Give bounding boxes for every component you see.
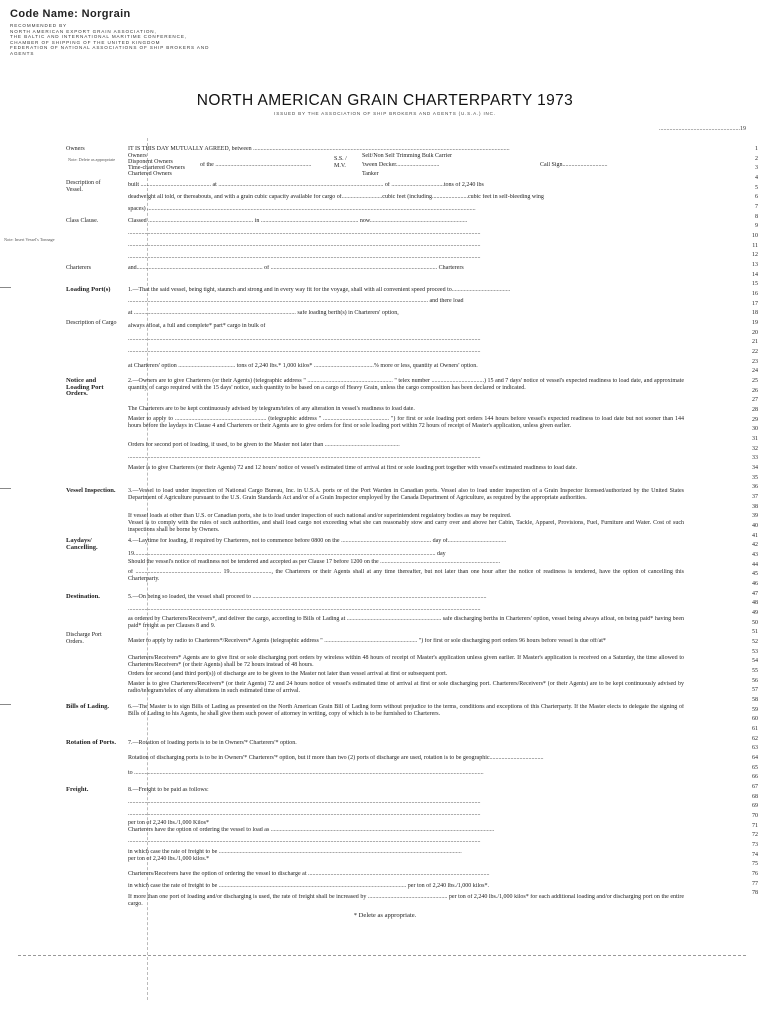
text-paragraph: Charterers/Receivers* Agents are to give first or sole discharging port orders by wireless within 48 hours of receipt of Master's application unless given earlier. If Master's application is received on a Saturday, the time allowed to Charterers/Receivers* (or their Agents) shall be 72 hours instead of 48 hours. <box>128 655 684 668</box>
line-number: 27 <box>752 397 758 404</box>
recommended-line: RECOMMENDED BY <box>10 23 68 28</box>
line-number: 11 <box>752 242 758 249</box>
header-block <box>10 8 310 56</box>
line-number: 5 <box>755 184 758 191</box>
label-freight: Freight. <box>66 786 89 793</box>
label-discharge-orders: Discharge Port Orders. <box>66 632 102 645</box>
line-number: 44 <box>752 561 758 568</box>
line-number: 67 <box>752 784 758 790</box>
text-paragraph: If more than one port of loading and/or discharging is used, the rate of freight shall be increased by ..................................................... per ton of 2,240 lbs./1,000 kilos* for each additional loading and/or discharging port on the entire cargo. <box>128 894 684 907</box>
line-number: 75 <box>752 861 758 868</box>
line-number: 61 <box>752 726 758 732</box>
text-paragraph: Vessel is to comply with the rules of such authorities, and shall load cargo not exceeding what she can reasonably stow and carry over and above her Cabin, Tackle, Apparel, Provisions, Fuel, Furniture and Water. Cost of such inspections shall be borne by Owners. <box>128 520 684 533</box>
text-line: Charterers/Receivers have the option of ordering the vessel to discharge at ......................................................................................................................... <box>128 871 490 877</box>
edge-mark <box>0 488 11 489</box>
label-vessel-inspection: Vessel Inspection. <box>66 487 116 494</box>
page-bottom-rule <box>18 955 746 956</box>
line-number: 26 <box>752 387 758 394</box>
line-number: 28 <box>752 407 758 413</box>
label-loading-ports: Loading Port(s) <box>66 286 111 293</box>
code-name: Code Name: Norgrain <box>10 8 131 20</box>
recommended-line: NORTH AMERICAN EXPORT GRAIN ASSOCIATION, <box>10 28 157 34</box>
text-line: ........................................................................................................................................................................................................................................... <box>128 336 481 342</box>
line-number: 14 <box>752 271 758 278</box>
line-number: 38 <box>752 503 758 510</box>
text-line: spaces) ........................................................................................................................................................................................................................... <box>128 206 476 212</box>
line-number: 6 <box>755 194 758 201</box>
line-number: 76 <box>752 871 758 877</box>
text-line: 8.—Freight to be paid as follows: <box>128 787 209 793</box>
text-line: 4.—Laytime for loading, if required by Charterers, not to commence before 0800 on the ............................................................ day of....................................... <box>128 538 507 544</box>
line-number: 41 <box>752 532 758 539</box>
text-paragraph: The Charterers are to be kept continuously advised by telegram/telex of any alteration in vessel's readiness to load date. <box>128 406 415 412</box>
label-laydays: Laydays/ Cancelling. <box>66 537 98 551</box>
label-bills-of-lading: Bills of Lading. <box>66 703 110 710</box>
edge-mark <box>0 287 11 288</box>
text-line: at ............................................................................................................ safe loading berth(s) in Charterers' option, <box>128 310 399 316</box>
line-number: 72 <box>752 832 758 839</box>
line-number: 22 <box>752 349 758 355</box>
text-line: IT IS THIS DAY MUTUALLY AGREED, between ........................................................................................................................................................................... <box>128 146 510 152</box>
text-paragraph: of ......................................................... 19............................, the Charterers or their Agents shall at any time thereafter, but not later than one hour after the notice of readiness is tendered, have the option of cancelling this Charterparty. <box>128 569 684 582</box>
text-line: ........................................................................................................................................................................................................................................... <box>128 838 481 844</box>
label-destination: Destination. <box>66 593 100 600</box>
text-line: always afloat, a full and complete* part* cargo in bulk of <box>128 323 266 329</box>
line-number: 52 <box>752 639 758 645</box>
label-rotation: Rotation of Ports. <box>66 739 116 746</box>
recommended-line: CHAMBER OF SHIPPING OF THE UNITED KINGDOM <box>10 39 161 45</box>
text-line: 7.—Rotation of loading ports is to be in Owners'* Charterers'* option. <box>128 740 297 746</box>
line-number: 53 <box>752 648 758 655</box>
line-number: 32 <box>752 445 758 452</box>
text-paragraph: Master is to give Charterers/Receivers* (or their Agents) 72 and 24 hours notice of vessel's estimated time of arrival at first or sole discharging port. Charterers/Receivers* (or their Agents) are to be kept continuously advised by radio/telegram/telex of any alterations in such estimated time of arrival. <box>128 681 684 694</box>
label-owners: Owners <box>66 146 85 152</box>
text-line: ........................................................................................................................................................................................................................................... <box>128 242 481 248</box>
text-line: Rotation of discharging ports is to be in Owners'* Charterers'* option, but if more than two (2) ports of discharge are used, rotation is to be geographic.................................... <box>128 755 544 761</box>
text-line: per ton of 2,240 lbs./1,000 Kilos* <box>128 820 209 826</box>
line-number: 60 <box>752 716 758 723</box>
line-number: 73 <box>752 842 758 848</box>
line-number: 63 <box>752 745 758 752</box>
text-line: Owners <box>128 153 147 159</box>
text-paragraph: Master to apply by radio to Charterers*/Receivers* Agents (telegraphic address " .............................................................. ") for first or sole discharging port orders 96 hours before vessel is due off/at* <box>128 638 606 644</box>
line-number: 13 <box>752 262 758 268</box>
text-paragraph: Orders for second (and third port(s)) of discharge are to be given to the Master not later than vessel arrival at first or subsequent port. <box>128 671 448 677</box>
text-line: 'tween Decker............................. <box>362 162 440 168</box>
line-number: 7 <box>755 204 758 210</box>
label-description-cargo: Description of Cargo <box>66 320 117 326</box>
line-number: 78 <box>752 890 758 897</box>
line-number: 4 <box>755 175 758 181</box>
line-number: 71 <box>752 822 758 829</box>
recommended-line: THE BALTIC AND INTERNATIONAL MARITIME CONFERENCE, <box>10 34 187 39</box>
text-line: Orders for second port of loading, if used, to be given to the Master not later than .................................................. <box>128 442 400 448</box>
line-number: 65 <box>752 764 758 771</box>
line-number: 54 <box>752 658 758 665</box>
text-line: in which case the rate of freight to be ............................................................................................................................. per ton of 2,240 lbs./1,000 kilos*. <box>128 883 489 889</box>
text-paragraph: 3.—Vessel to load under inspection of National Cargo Bureau, Inc. in U.S.A. ports or of the Port Warden in Canadian ports. Vessel also to load under inspection of a Grain Inspector licensed/authorized by the United States Department of Agriculture pursuant to the U.S. Grain Standards Act and/or of a Grain Inspector employed by the Canada Department of Agriculture, as required by the appropriate authorities. <box>128 488 684 501</box>
label-class-clause: Class Clause. <box>66 218 99 224</box>
line-number: 36 <box>752 484 758 491</box>
footnote: * Delete as appropriate. <box>353 912 417 919</box>
line-number: 74 <box>752 851 758 858</box>
line-number: 68 <box>752 793 758 800</box>
line-number: 43 <box>752 552 758 558</box>
text-line: ........................................................................................................................................................................................................................................... <box>128 811 481 817</box>
text-line: in which case the rate of freight to be .................................................................................................................................................................. <box>128 849 462 855</box>
line-number: 42 <box>752 542 758 549</box>
line-number: 34 <box>752 465 758 471</box>
line-number: 48 <box>752 600 758 607</box>
edge-mark <box>0 704 11 705</box>
line-number: 10 <box>752 233 758 239</box>
line-number: 56 <box>752 677 758 684</box>
line-number: 19 <box>752 320 758 326</box>
text-paragraph: 2.—Owners are to give Charterers (or their Agents) (telegraphic address " ......................................................... " telex number ...................................) 15 and 7 days' notice of vessel's expected readiness to load date, and approximate quantity of cargo required with the 15 days' notice, such quantity to be based on a cargo of Heavy Grain, unless the cargo composition has been declared or indicated. <box>128 378 684 391</box>
line-number: 66 <box>752 774 758 781</box>
text-line: ........................................................................................................................................................................................................ and there load <box>128 298 464 304</box>
line-number: 50 <box>752 619 758 626</box>
document-subtitle: ISSUED BY THE ASSOCIATION OF SHIP BROKERS AND AGENTS (U.S.A.) INC. <box>274 111 496 116</box>
text-line: at Charterers' option ...................................... tons of 2,240 lbs.* 1,000 kilos* ........................................% more or less, quantity at Owners' option. <box>128 363 478 369</box>
line-number: 21 <box>752 339 758 346</box>
line-number: 57 <box>752 687 758 694</box>
line-number: 12 <box>752 252 758 259</box>
line-number: 35 <box>752 474 758 481</box>
line-number: 29 <box>752 416 758 423</box>
line-number: 39 <box>752 513 758 520</box>
text-line: ........................................................................................................................................................................................................................................... <box>128 606 481 612</box>
text-line: ........................................................................................................................................................................................................................................... <box>128 454 481 460</box>
text-line: Classed ...................................................................... in ................................................................. now................................................................. <box>128 218 468 224</box>
line-number: 1 <box>755 146 758 152</box>
text-line: built ............................................... at .............................................................................................................. of ...................................tons of 2,240 lbs <box>128 182 484 188</box>
text-line: per ton of 2,240 lbs./1,000 kilos.* <box>128 856 210 862</box>
line-number: 9 <box>755 223 758 230</box>
line-number: 55 <box>752 668 758 674</box>
text-line: ........................................................................................................................................................................................................................................... <box>128 348 481 354</box>
line-number: 15 <box>752 281 758 288</box>
text-line: Self/Non Self Trimming Bulk Carrier <box>362 153 452 159</box>
document-title: NORTH AMERICAN GRAIN CHARTERPARTY 1973 <box>196 92 574 109</box>
line-number: 2 <box>755 155 758 162</box>
line-number: 17 <box>752 300 758 307</box>
line-number: 62 <box>752 735 758 742</box>
line-number: 58 <box>752 697 758 703</box>
text-paragraph: 6.—The Master is to sign Bills of Lading as presented on the North American Grain Bill of Lading form without prejudice to the terms, conditions and exceptions of this Charterparty. If the Master elects to delegate the signing of Bills of Lading to his Agents, he shall give them such power of attorney in writing, copy of which is to be furnished to Charterers. <box>128 704 684 717</box>
label-owners-note: Note: Delete as appropriate <box>68 157 116 162</box>
recommended-line: AGENTS <box>10 50 35 56</box>
line-number: 16 <box>752 291 758 297</box>
line-number: 24 <box>752 368 758 375</box>
label-charterers: Charterers <box>66 265 91 271</box>
line-number: 51 <box>752 629 758 636</box>
label-tonnage-note: Note: Insert Vessel's Tonnage <box>4 237 55 242</box>
label-notice-orders: Notice and Loading Port Orders. <box>66 377 104 398</box>
line-number: 47 <box>752 590 758 597</box>
line-number: 33 <box>752 455 758 462</box>
text-line: 19......................................................................................................................................................................................................... day <box>128 551 446 557</box>
text-line: deadweight all told, or thereabouts, and with a grain cubic capacity available for cargo of...........................cubic feet (including........................cubic feet in self-bleeding wing <box>128 194 544 200</box>
line-number: 77 <box>752 880 758 887</box>
text-line: to ......................................................................................................................................................................................................................................... <box>128 770 484 776</box>
text-line: Disponent Owners <box>128 159 173 165</box>
line-number: 3 <box>755 165 758 172</box>
text-paragraph: If vessel loads at other than U.S. or Canadian ports, she is to load under inspection of such national and/or superintendent regulatory bodies as may be required. <box>128 513 512 519</box>
line-number: 45 <box>752 571 758 578</box>
line-number: 31 <box>752 436 758 442</box>
text-line: ........................................................................................................................................................................................................................................... <box>128 254 481 260</box>
text-line: Time-chartered Owners <box>128 165 185 171</box>
text-line: Charterers have the option of ordering the vessel to load as ..................................................................................................................................................... <box>128 827 495 833</box>
text-line: Should the vessel's notice of readiness not be tendered and accepted as per Clause 17 before 1200 on the ................................................................................ <box>128 559 501 565</box>
recommended-line: FEDERATION OF NATIONAL ASSOCIATIONS OF SHIP BROKERS AND <box>10 45 210 50</box>
text-paragraph: Master is to give Charterers (or their Agents) 72 and 12 hours' notice of vessel's estimated time of arrival at first or sole loading port together with vessel's estimated readiness to load date. <box>128 465 577 471</box>
line-number: 59 <box>752 706 758 713</box>
text-line: Chartered Owners <box>128 171 172 177</box>
date-field: ......................................................19 <box>659 126 746 132</box>
text-line: 5.—On being so loaded, the vessel shall proceed to ............................................................................................................................................................ <box>128 594 487 600</box>
line-number: 23 <box>752 358 758 365</box>
text-line: Call Sign.............................. <box>540 162 608 168</box>
label-description: Description of Vessel. <box>66 180 101 193</box>
line-number: 40 <box>752 523 758 529</box>
line-number: 69 <box>752 803 758 810</box>
line-number: 30 <box>752 426 758 433</box>
line-number: 18 <box>752 310 758 317</box>
line-number: 25 <box>752 378 758 384</box>
text-line: ........................................................................................................................................................................................................................................... <box>128 230 481 236</box>
text-line: S.S. / M.V. <box>334 156 347 169</box>
line-number: 20 <box>752 329 758 336</box>
text-line: Tanker <box>362 171 379 177</box>
line-number: 64 <box>752 755 758 761</box>
line-number: 70 <box>752 813 758 819</box>
text-line: ........................................................................................................................................................................................................................................... <box>128 799 481 805</box>
text-line: of the ................................................................ <box>200 162 312 168</box>
line-number: 8 <box>755 213 758 220</box>
line-number: 49 <box>752 610 758 616</box>
text-line: and.................................................................................... of ............................................................................................................... Charterers <box>128 265 464 271</box>
text-paragraph: Master to apply to ............................................................. (telegraphic address " ............................................ ") for first or sole loading port orders 144 hours before vessel's expected readiness to load date but not sooner than 144 hours before the laydays in Clause 4 and Charterers or their Agents are to give orders for first or sole loading port within 72 hours of receipt of Master's application, unless given earlier. <box>128 416 684 429</box>
text-paragraph: as ordered by Charterers/Receivers*, and deliver the cargo, according to Bills of Lading at ............................................................... safe discharging berths in Charterers' option, vessel being always afloat, on being paid* having been paid* freight as per Clauses 8 and 9. <box>128 616 684 629</box>
line-number: 46 <box>752 581 758 587</box>
line-number: 37 <box>752 494 758 500</box>
text-line: 1.—That the said vessel, being tight, staunch and strong and in every way fit for the voyage, shall with all convenient speed proceed to....................................... <box>128 287 511 293</box>
